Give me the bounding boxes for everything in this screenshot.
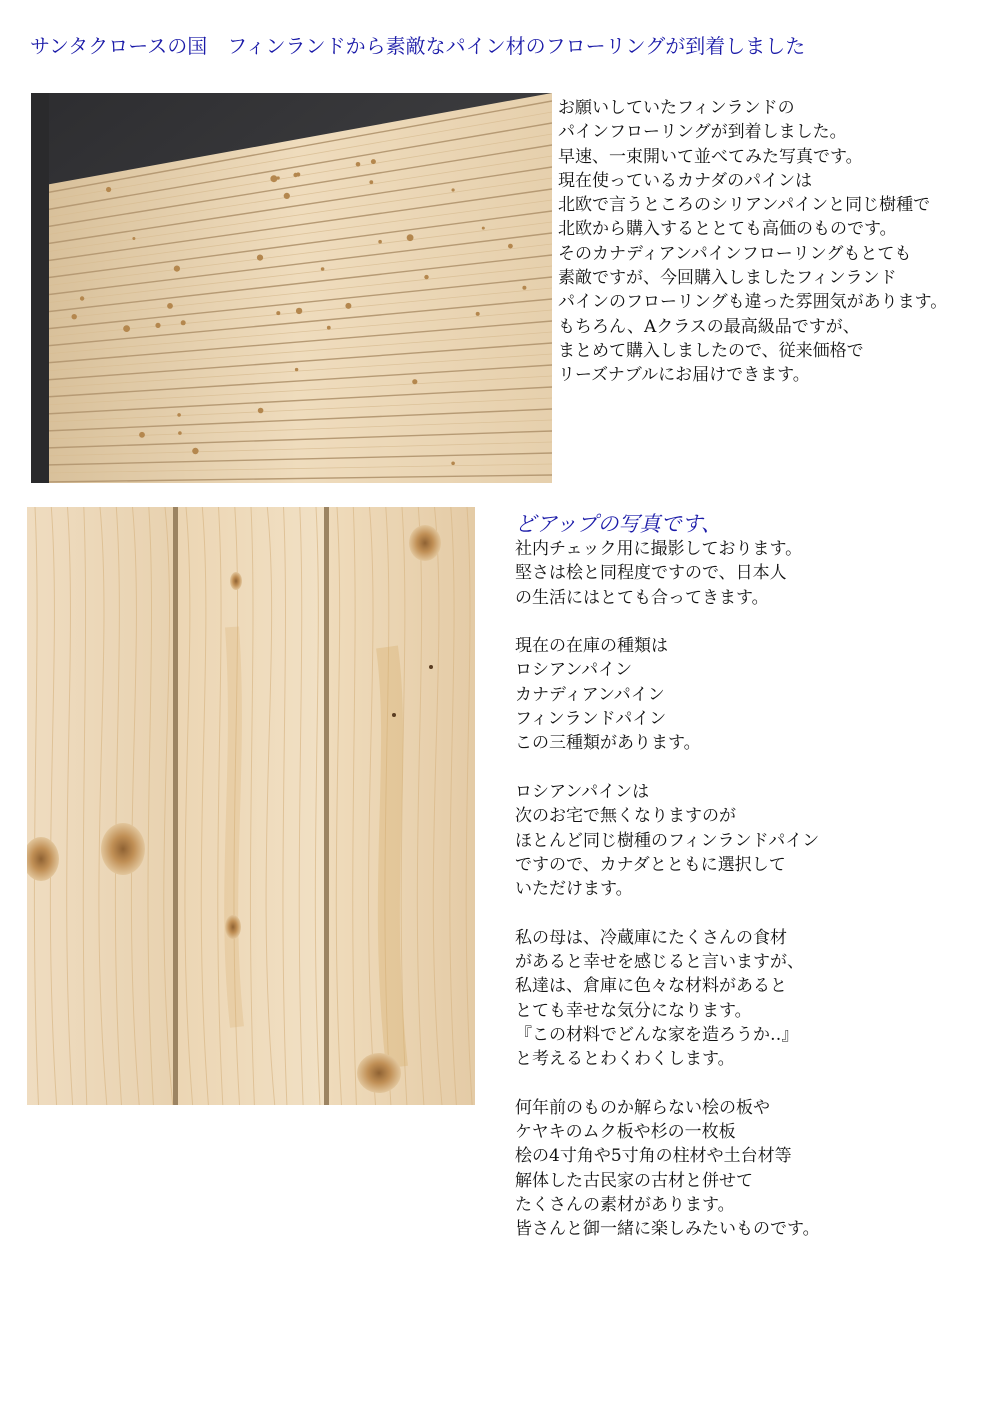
intro-line: 北欧から購入するととても高価のものです。 xyxy=(558,219,897,240)
paragraph-line: 堅さは桧と同程度ですので、日本人 xyxy=(515,563,787,584)
flooring-closeup-image xyxy=(27,507,475,1105)
intro-line: パインフローリングが到着しました。 xyxy=(558,122,847,143)
paragraph-line: ですので、カナダとともに選択して xyxy=(515,854,786,875)
paragraph-line: この三種類があります。 xyxy=(515,733,701,754)
paragraph-line: ロシアンパインは xyxy=(515,781,650,802)
closeup-heading: どアップの写真です、 xyxy=(515,512,722,536)
wood-knot xyxy=(321,267,325,271)
page-title: サンタクロースの国 フィンランドから素敵なパイン材のフローリングが到着しました xyxy=(30,34,806,58)
intro-line: パインのフローリングも違った雰囲気があります。 xyxy=(558,292,948,313)
intro-line: 早速、一束開いて並べてみた写真です。 xyxy=(558,146,863,167)
paragraph-line: ロシアンパイン xyxy=(515,660,633,681)
closeup-text xyxy=(515,537,820,1242)
wood-knot xyxy=(284,193,290,199)
paragraph-line: 何年前のものか解らない桧の板や xyxy=(515,1097,770,1118)
wood-knot xyxy=(522,286,526,290)
paragraph-line: ケヤキのムク板や杉の一枚板 xyxy=(515,1122,736,1143)
wood-knot xyxy=(378,240,382,244)
wood-knot xyxy=(327,326,331,330)
wood-knot xyxy=(106,187,111,192)
intro-line: お願いしていたフィンランドの xyxy=(558,98,795,118)
wood-knot xyxy=(72,314,77,319)
wood-knot xyxy=(452,188,455,191)
paragraph-line: 桧の4寸角や5寸角の柱材や土台材等 xyxy=(515,1146,792,1167)
paragraph-line: たくさんの素材があります。 xyxy=(515,1195,735,1216)
paragraph-line: 現在の在庫の種類は xyxy=(515,636,668,657)
flooring-stack-photo xyxy=(31,93,552,483)
wood-knot xyxy=(407,234,414,241)
wood-knot xyxy=(258,408,264,414)
wood-knot xyxy=(132,237,135,240)
intro-text xyxy=(558,96,947,388)
wood-knot xyxy=(167,303,173,309)
paragraph-spacer xyxy=(515,901,820,925)
paragraph-line: 皆さんと御一緒に楽しみたいものです。 xyxy=(515,1219,820,1240)
wood-knot xyxy=(345,303,351,309)
paragraph-line: 解体した古民家の古材と併せて xyxy=(515,1170,753,1191)
wood-knot xyxy=(295,368,298,371)
paragraph-line: の生活にはとても合ってきます。 xyxy=(515,587,769,608)
paragraph-line: カナディアンパイン xyxy=(515,684,665,705)
flooring-stack-image xyxy=(31,93,552,483)
wood-knot xyxy=(276,311,280,315)
intro-line: そのカナディアンパインフローリングもとても xyxy=(558,243,912,264)
wood-knot xyxy=(451,462,455,466)
wood-knot xyxy=(174,266,180,272)
wood-knot xyxy=(482,227,485,230)
wood-knot xyxy=(371,159,376,164)
paragraph-line: 『この材料でどんな家を造ろうか‥』 xyxy=(515,1024,799,1045)
wood-knot xyxy=(296,308,302,314)
wood-knot xyxy=(369,180,373,184)
wood-knot xyxy=(178,431,182,435)
intro-line: 北欧で言うところのシリアンパインと同じ樹種で xyxy=(558,195,931,216)
paragraph-line: とても幸せな気分になります。 xyxy=(515,1000,752,1021)
paragraph-line: フィンランドパイン xyxy=(515,709,667,730)
wood-knot xyxy=(192,448,198,454)
paragraph-line: ほとんど同じ樹種のフィンランドパイン xyxy=(515,830,820,851)
wood-knot xyxy=(476,312,480,316)
wood-knot xyxy=(293,173,297,177)
intro-line: もちろん、Aクラスの最高級品ですが、 xyxy=(558,316,860,337)
intro-line: 素敵ですが、今回購入しましたフィンランド xyxy=(558,268,897,289)
wood-knot xyxy=(123,325,130,332)
wood-knot xyxy=(356,162,361,167)
paragraph-line: 私の母は、冷蔵庫にたくさんの食材 xyxy=(515,927,787,948)
paragraph-spacer xyxy=(515,610,820,634)
paragraph-spacer xyxy=(515,756,820,780)
intro-line: リーズナブルにお届けできます。 xyxy=(558,365,810,386)
paragraph-line: と考えるとわくわくします。 xyxy=(515,1049,735,1070)
wood-knot xyxy=(181,320,186,325)
wood-knot xyxy=(139,432,145,438)
paragraph-line: 私達は、倉庫に色々な材料があると xyxy=(515,976,787,997)
wood-knot xyxy=(270,175,277,182)
paragraph-line: 次のお宅で無くなりますのが xyxy=(515,806,736,827)
flooring-closeup-photo xyxy=(27,507,475,1105)
wood-knot xyxy=(508,244,513,249)
wood-knot xyxy=(424,275,428,279)
wood-knot xyxy=(155,323,160,328)
paragraph-line: いただけます。 xyxy=(515,879,633,900)
intro-line: 現在使っているカナダのパインは xyxy=(558,170,813,191)
wood-knot xyxy=(412,379,417,384)
wood-knot xyxy=(257,255,263,261)
wood-knot xyxy=(80,296,84,300)
paragraph-line: 社内チェック用に撮影しております。 xyxy=(515,539,803,559)
intro-line: まとめて購入しましたので、従来価格で xyxy=(558,340,864,361)
wood-knot xyxy=(177,413,181,417)
paragraph-line: があると幸せを感じると言いますが、 xyxy=(515,952,804,973)
paragraph-spacer xyxy=(515,1072,820,1096)
